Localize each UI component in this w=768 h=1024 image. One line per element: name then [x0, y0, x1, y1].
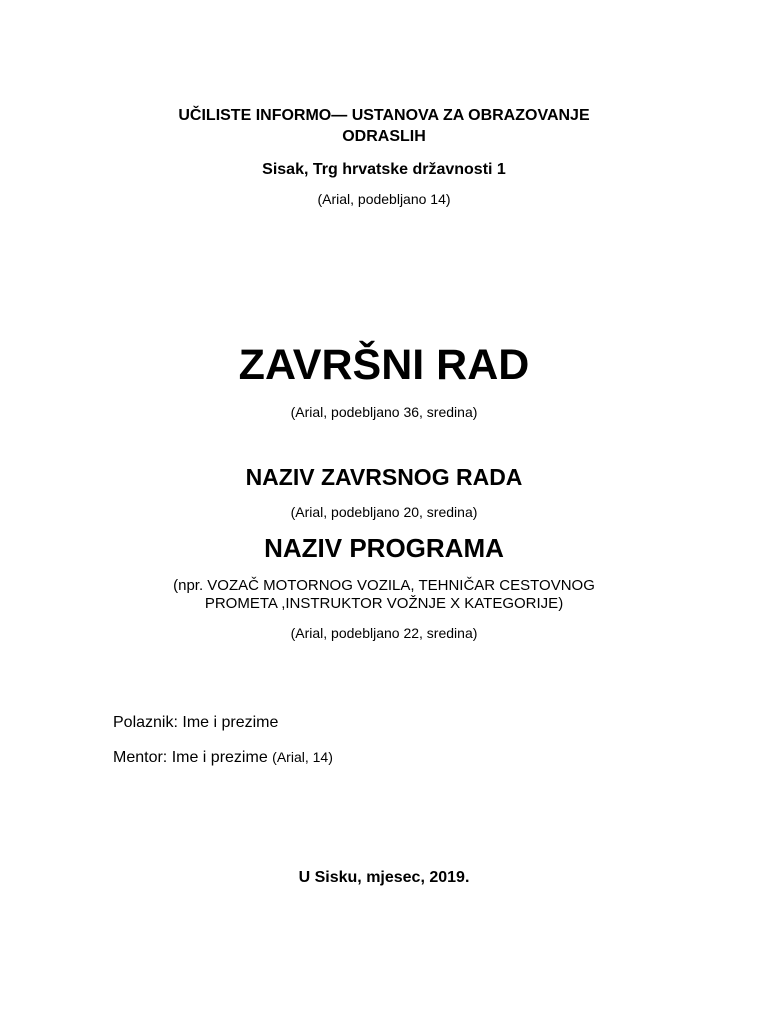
mentor-line	[113, 747, 333, 768]
program-example-line2: PROMETA ,INSTRUKTOR VOŽNJE X KATEGORIJE)	[204, 595, 564, 612]
thesis-name: NAZIV ZAVRSNOG RADA	[245, 464, 523, 490]
mentor-text: Mentor: Ime i prezime	[113, 749, 268, 766]
student-line: Polaznik: Ime i prezime	[113, 714, 279, 731]
title-format-note: (Arial, podebljano 36, sredina)	[290, 404, 478, 420]
program-name: NAZIV PROGRAMA	[264, 533, 504, 563]
place-date: U Sisku, mjesec, 2019.	[298, 869, 470, 886]
thesis-name-format-note: (Arial, podebljano 20, sredina)	[290, 504, 478, 520]
institution-name-line2: ODRASLIH	[342, 128, 426, 145]
program-format-note: (Arial, podebljano 22, sredina)	[290, 625, 478, 641]
people-format-note: (Arial, 14)	[272, 749, 333, 765]
header-format-note: (Arial, podebljano 14)	[317, 191, 451, 207]
document-title: ZAVRŠNI RAD	[238, 341, 530, 389]
institution-name-line1: UČILISTE INFORMO— USTANOVA ZA OBRAZOVANJE	[178, 107, 590, 124]
institution-address: Sisak, Trg hrvatske državnosti 1	[262, 161, 506, 178]
program-example-line1: (npr. VOZAČ MOTORNOG VOZILA, TEHNIČAR CESTOVNOG	[173, 577, 595, 594]
